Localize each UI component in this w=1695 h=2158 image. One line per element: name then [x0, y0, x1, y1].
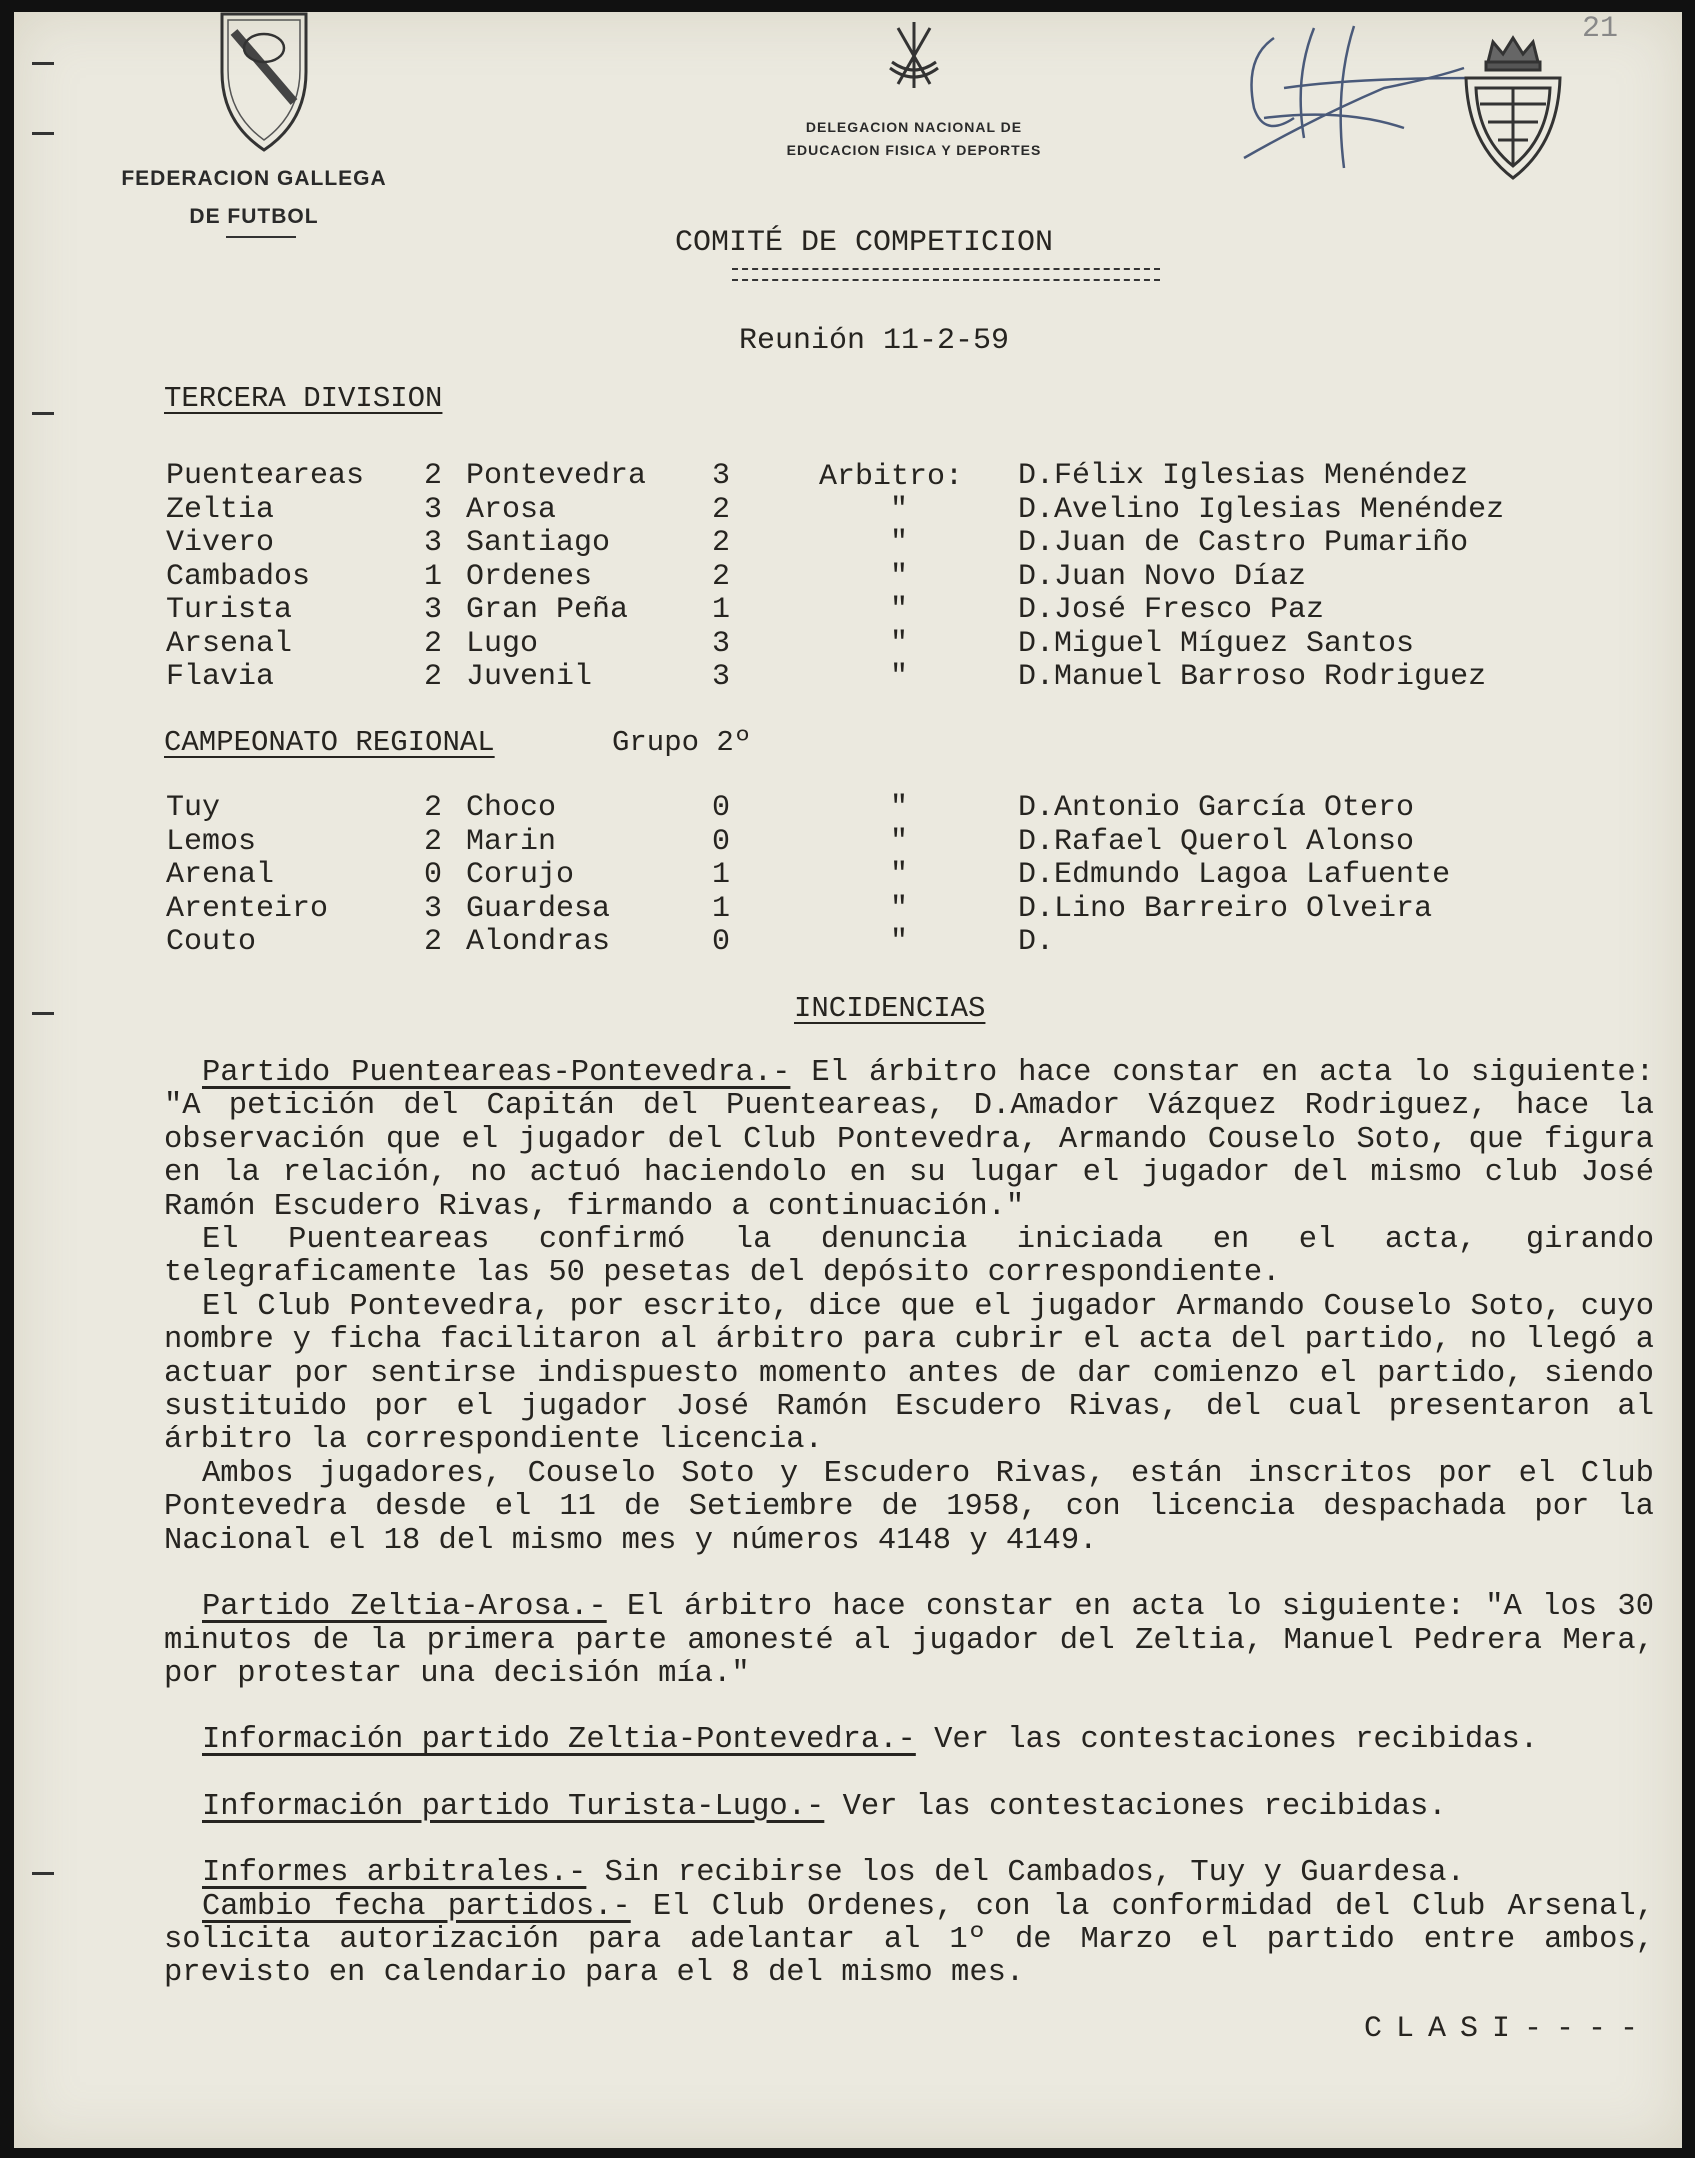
- match-row: [166, 460, 1646, 493]
- away-team: Corujo: [466, 858, 575, 892]
- regional-results-table: [166, 792, 1666, 972]
- federation-name: [114, 160, 394, 236]
- arbitro-label: Arbitro:: [819, 460, 964, 494]
- away-team: Santiago: [466, 526, 611, 560]
- referee-name: D.Manuel Barroso Rodriguez: [1018, 660, 1487, 694]
- federation-line-1: FEDERACION GALLEGA: [121, 167, 387, 190]
- match-row: [166, 859, 1646, 892]
- continuation-marker: CLASI----: [1363, 2012, 1652, 2046]
- incidence-paragraph: [164, 1458, 1654, 1558]
- home-goals: 2: [424, 459, 443, 493]
- delegation-line-2: EDUCACION FISICA Y DEPORTES: [786, 142, 1042, 158]
- incidence-title: Partido Zeltia-Arosa.-: [202, 1590, 607, 1625]
- home-team: Cambados: [166, 559, 311, 594]
- away-team: Arosa: [466, 492, 557, 527]
- regional-group-label: Grupo 2º: [612, 726, 752, 759]
- away-team: Marin: [466, 824, 557, 859]
- home-team: Arenal: [166, 858, 275, 892]
- away-goals: 3: [712, 459, 731, 493]
- match-row: [166, 628, 1646, 661]
- match-row: [166, 594, 1646, 627]
- committee-title: COMITÉ DE COMPETICION: [674, 226, 1054, 260]
- home-team: Zeltia: [166, 492, 275, 527]
- home-team: Tuy: [166, 791, 221, 825]
- incidence-text: Ver las contestaciones recibidas.: [915, 1723, 1539, 1758]
- home-team: Turista: [166, 593, 293, 627]
- match-row: [166, 826, 1646, 859]
- home-goals: 2: [424, 660, 443, 694]
- home-goals: 2: [424, 626, 443, 661]
- referee-name: D.Miguel Míguez Santos: [1018, 626, 1415, 661]
- edge-mark: [32, 412, 54, 415]
- incidence-paragraph: [164, 1291, 1654, 1458]
- incidence-paragraph: [164, 1224, 1654, 1291]
- away-team: Lugo: [466, 626, 539, 661]
- referee-name: D.Lino Barreiro Olveira: [1018, 891, 1433, 926]
- away-team: Choco: [466, 791, 557, 825]
- tercera-division-heading: TERCERA DIVISION: [164, 382, 443, 415]
- away-goals: 1: [712, 858, 731, 892]
- ditto-mark: ": [890, 492, 909, 527]
- home-goals: 3: [424, 891, 443, 926]
- ditto-mark: ": [890, 891, 909, 926]
- ditto-mark: ": [890, 526, 909, 560]
- match-row: [166, 527, 1646, 560]
- away-team: Guardesa: [466, 891, 611, 926]
- title-double-rule: [732, 268, 1160, 281]
- home-team: Arsenal: [166, 626, 293, 661]
- home-team: Puenteareas: [166, 459, 365, 493]
- home-team: Arenteiro: [166, 891, 329, 926]
- ditto-mark: ": [890, 824, 909, 859]
- home-goals: 3: [424, 526, 443, 560]
- away-goals: 2: [712, 492, 731, 527]
- incidencias-body: [164, 1057, 1654, 1991]
- home-team: Couto: [166, 925, 257, 959]
- incidence-text: Sin recibirse los del Cambados, Tuy y Guardesa.: [586, 1856, 1465, 1891]
- referee-name: D.Avelino Iglesias Menéndez: [1018, 492, 1505, 527]
- home-goals: 3: [424, 492, 443, 527]
- match-row: [166, 661, 1646, 694]
- incidence-title: Información partido Turista-Lugo.-: [202, 1789, 825, 1824]
- away-team: Ordenes: [466, 559, 593, 594]
- match-row: [166, 792, 1646, 825]
- federation-crest-logo: [214, 12, 314, 152]
- delegation-line-1: DELEGACION NACIONAL DE: [805, 119, 1023, 135]
- meeting-date: Reunión 11-2-59: [738, 324, 1010, 358]
- incidence-paragraph: [164, 1857, 1654, 1890]
- home-team: Lemos: [166, 824, 257, 859]
- away-goals: 0: [712, 791, 731, 825]
- ditto-mark: ": [890, 626, 909, 661]
- ditto-mark: ": [890, 925, 909, 959]
- away-goals: 2: [712, 526, 731, 560]
- edge-mark: [32, 62, 54, 65]
- edge-mark: [32, 1872, 54, 1875]
- home-goals: 3: [424, 593, 443, 627]
- incidence-text: El Club Ordenes, con la conformidad del Club Arsenal, solicita autorización para adelantar al 1º de Marzo el partido entre ambos, previsto en calendario para el 8 del mismo mes.: [164, 1889, 1654, 1991]
- incidence-paragraph: [164, 1057, 1654, 1224]
- match-row: [166, 561, 1646, 594]
- home-goals: 2: [424, 791, 443, 825]
- incidence-title: Informes arbitrales.-: [202, 1856, 587, 1891]
- away-goals: 1: [712, 593, 731, 627]
- referee-name: D.: [1018, 925, 1055, 959]
- document-page: [14, 12, 1682, 2148]
- incidence-text: Ambos jugadores, Couselo Soto y Escudero Rivas, están inscritos por el Club Pontevedra desde el 11 de Setiembre de 1958, con licencia despachada por la Nacional el 18 del mismo mes y números 4148 y 4149.: [164, 1456, 1654, 1558]
- federation-line-2: DE FUTBOL: [189, 205, 319, 228]
- away-goals: 3: [712, 660, 731, 694]
- match-row: [166, 926, 1646, 959]
- away-team: Pontevedra: [466, 459, 647, 493]
- incidence-title: Partido Puenteareas-Pontevedra.-: [202, 1056, 791, 1090]
- referee-name: D.Juan Novo Díaz: [1018, 559, 1307, 594]
- incidence-title: Cambio fecha partidos.-: [202, 1889, 631, 1924]
- home-team: Vivero: [166, 526, 275, 560]
- incidence-text: El árbitro hace constar en acta lo siguiente: "A los 30 minutos de la primera parte amonesté al jugador del Zeltia, Manuel Pedrera Mera, por protestar una decisión mía.": [164, 1590, 1654, 1691]
- home-goals: 0: [424, 858, 443, 892]
- incidence-paragraph: [164, 1891, 1654, 1991]
- incidence-paragraph: [164, 1791, 1654, 1824]
- regional-championship-heading: CAMPEONATO REGIONAL: [164, 726, 495, 759]
- away-goals: 2: [712, 559, 731, 594]
- away-team: Gran Peña: [466, 593, 629, 627]
- incidence-paragraph: [164, 1724, 1654, 1757]
- incidence-title: Información partido Zeltia-Pontevedra.-: [202, 1723, 916, 1758]
- referee-name: D.Antonio García Otero: [1018, 791, 1415, 825]
- tercera-results-table: [166, 460, 1666, 700]
- away-goals: 3: [712, 626, 731, 661]
- royal-federation-crest-logo: [1458, 34, 1568, 184]
- match-row: [166, 494, 1646, 527]
- ditto-mark: ": [890, 593, 909, 627]
- away-goals: 0: [712, 824, 731, 859]
- yoke-and-arrows-emblem: [886, 18, 942, 92]
- delegation-name: [754, 116, 1074, 162]
- incidence-text: El árbitro hace constar en acta lo siguiente: "A petición del Capitán del Puenteareas, D.Amador Vázquez Rodriguez, hace la observación que el jugador del Club Pontevedra, Armando Couselo Soto, que figura en la relación, no actuó haciendolo en su lugar el jugador del mismo club José Ramón Escudero Rivas, firmando a continuación.": [164, 1056, 1654, 1224]
- edge-mark: [32, 132, 54, 135]
- referee-name: D.José Fresco Paz: [1018, 593, 1325, 627]
- away-goals: 1: [712, 891, 731, 926]
- home-goals: 1: [424, 559, 443, 594]
- handwritten-signature: [1234, 18, 1494, 178]
- away-team: Alondras: [466, 925, 611, 959]
- home-goals: 2: [424, 824, 443, 859]
- page-number: 21: [1582, 12, 1619, 46]
- ditto-mark: ": [890, 791, 909, 825]
- ditto-mark: ": [890, 858, 909, 892]
- ditto-mark: ": [890, 559, 909, 594]
- referee-name: D.Félix Iglesias Menéndez: [1018, 459, 1469, 493]
- referee-name: D.Rafael Querol Alonso: [1018, 824, 1415, 859]
- match-row: [166, 893, 1646, 926]
- incidence-text: El Puenteareas confirmó la denuncia iniciada en el acta, girando telegraficamente las 50 pesetas del depósito correspondiente.: [164, 1223, 1654, 1291]
- incidence-text: El Club Pontevedra, por escrito, dice que el jugador Armando Couselo Soto, cuyo nombre y ficha facilitaron al árbitro para cubrir el acta del partido, no llegó a actuar por sentirse indispuesto momento antes de dar comienzo el partido, siendo sustituido por el jugador José Ramón Escudero Rivas, del cual presentaron al árbitro la correspondiente licencia.: [164, 1289, 1654, 1458]
- edge-mark: [32, 1012, 54, 1015]
- federation-underline: [226, 236, 296, 238]
- away-team: Juvenil: [466, 660, 593, 694]
- home-team: Flavia: [166, 660, 275, 694]
- incidencias-heading: INCIDENCIAS: [794, 992, 986, 1025]
- referee-name: D.Juan de Castro Pumariño: [1018, 526, 1469, 560]
- incidence-paragraph: [164, 1591, 1654, 1691]
- ditto-mark: ": [890, 660, 909, 694]
- referee-name: D.Edmundo Lagoa Lafuente: [1018, 858, 1451, 892]
- home-goals: 2: [424, 925, 443, 959]
- away-goals: 0: [712, 925, 731, 959]
- incidence-text: Ver las contestaciones recibidas.: [824, 1789, 1447, 1824]
